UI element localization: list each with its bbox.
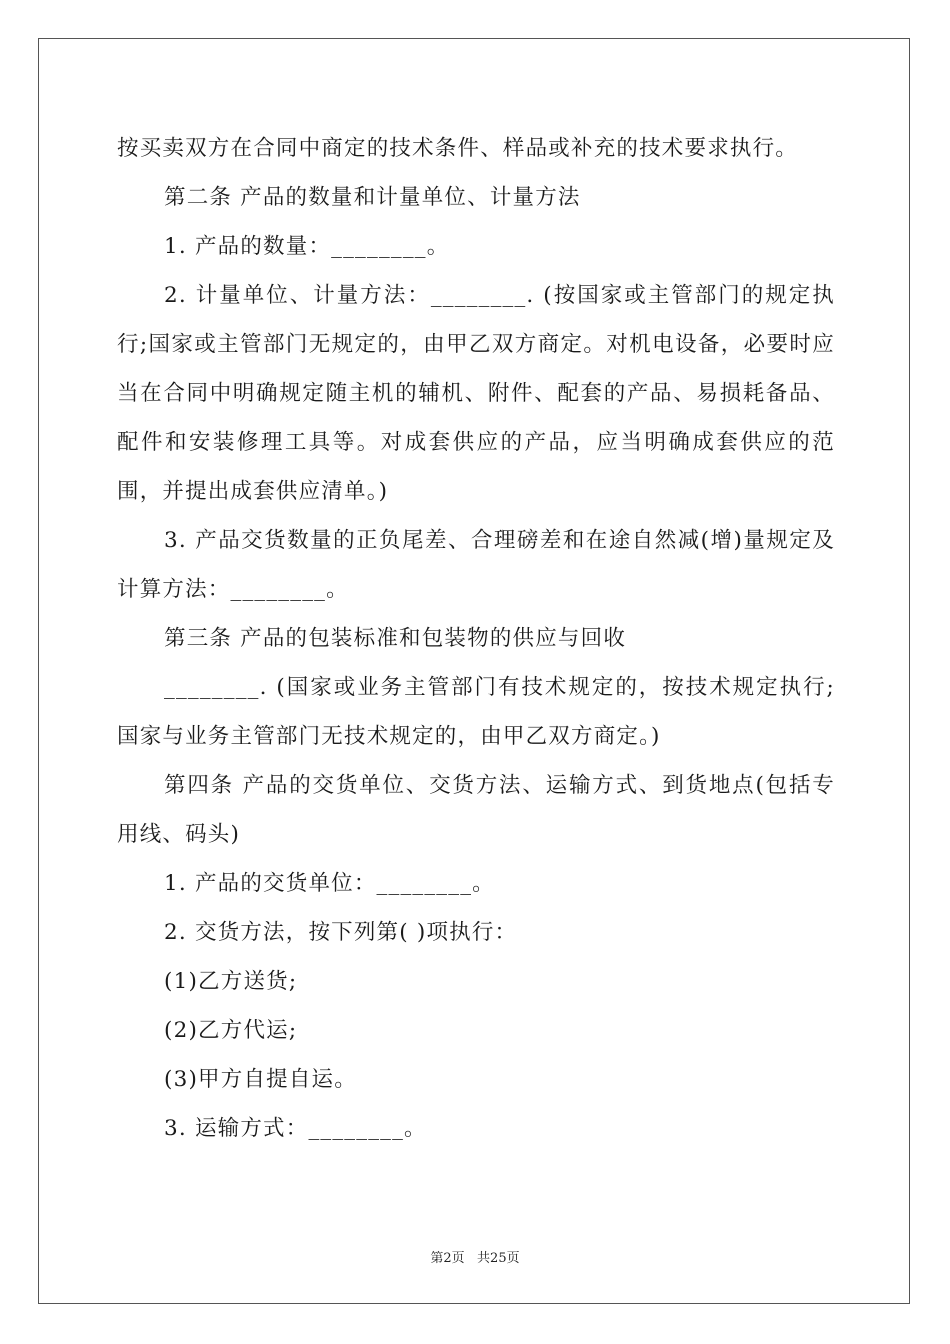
page-number-label: 第2页 共25页 <box>430 1251 520 1266</box>
paragraph-7: ________. (国家或业务主管部门有技术规定的，按技术规定执行;国家与业务主管部门无技术规定的，由甲乙双方商定。) <box>117 675 835 749</box>
article-3-heading: 第三条 产品的包装标准和包装物的供应与回收 <box>164 626 627 651</box>
paragraph-10: 2. 交货方法，按下列第( )项执行： <box>164 920 518 945</box>
article-2-heading: 第二条 产品的数量和计量单位、计量方法 <box>164 185 581 210</box>
document-body <box>117 124 835 1153</box>
paragraph-3: 1. 产品的数量：________。 <box>164 234 450 259</box>
paragraph-11: (1)乙方送货; <box>164 969 298 994</box>
paragraph-9: 1. 产品的交货单位：________。 <box>164 871 495 896</box>
paragraph-5: 3. 产品交货数量的正负尾差、合理磅差和在途自然减(增)量规定及计算方法：________。 <box>117 528 835 602</box>
article-4-heading: 第四条 产品的交货单位、交货方法、运输方式、到货地点(包括专用线、码头) <box>117 773 835 847</box>
paragraph-12: (2)乙方代运; <box>164 1018 298 1043</box>
paragraph-4: 2. 计量单位、计量方法：________. (按国家或主管部门的规定执行;国家或主管部门无规定的，由甲乙双方商定。对机电设备，必要时应当在合同中明确规定随主机的辅机、附件、配套的产品、易损耗备品、配件和安装修理工具等。对成套供应的产品，应当明确成套供应的范围，并提出成套供应清单。) <box>117 283 835 504</box>
paragraph-1: 按买卖双方在合同中商定的技术条件、样品或补充的技术要求执行。 <box>117 136 799 161</box>
paragraph-14: 3. 运输方式：________。 <box>164 1116 427 1141</box>
page-footer <box>0 1247 950 1266</box>
paragraph-13: (3)甲方自提自运。 <box>164 1067 357 1092</box>
